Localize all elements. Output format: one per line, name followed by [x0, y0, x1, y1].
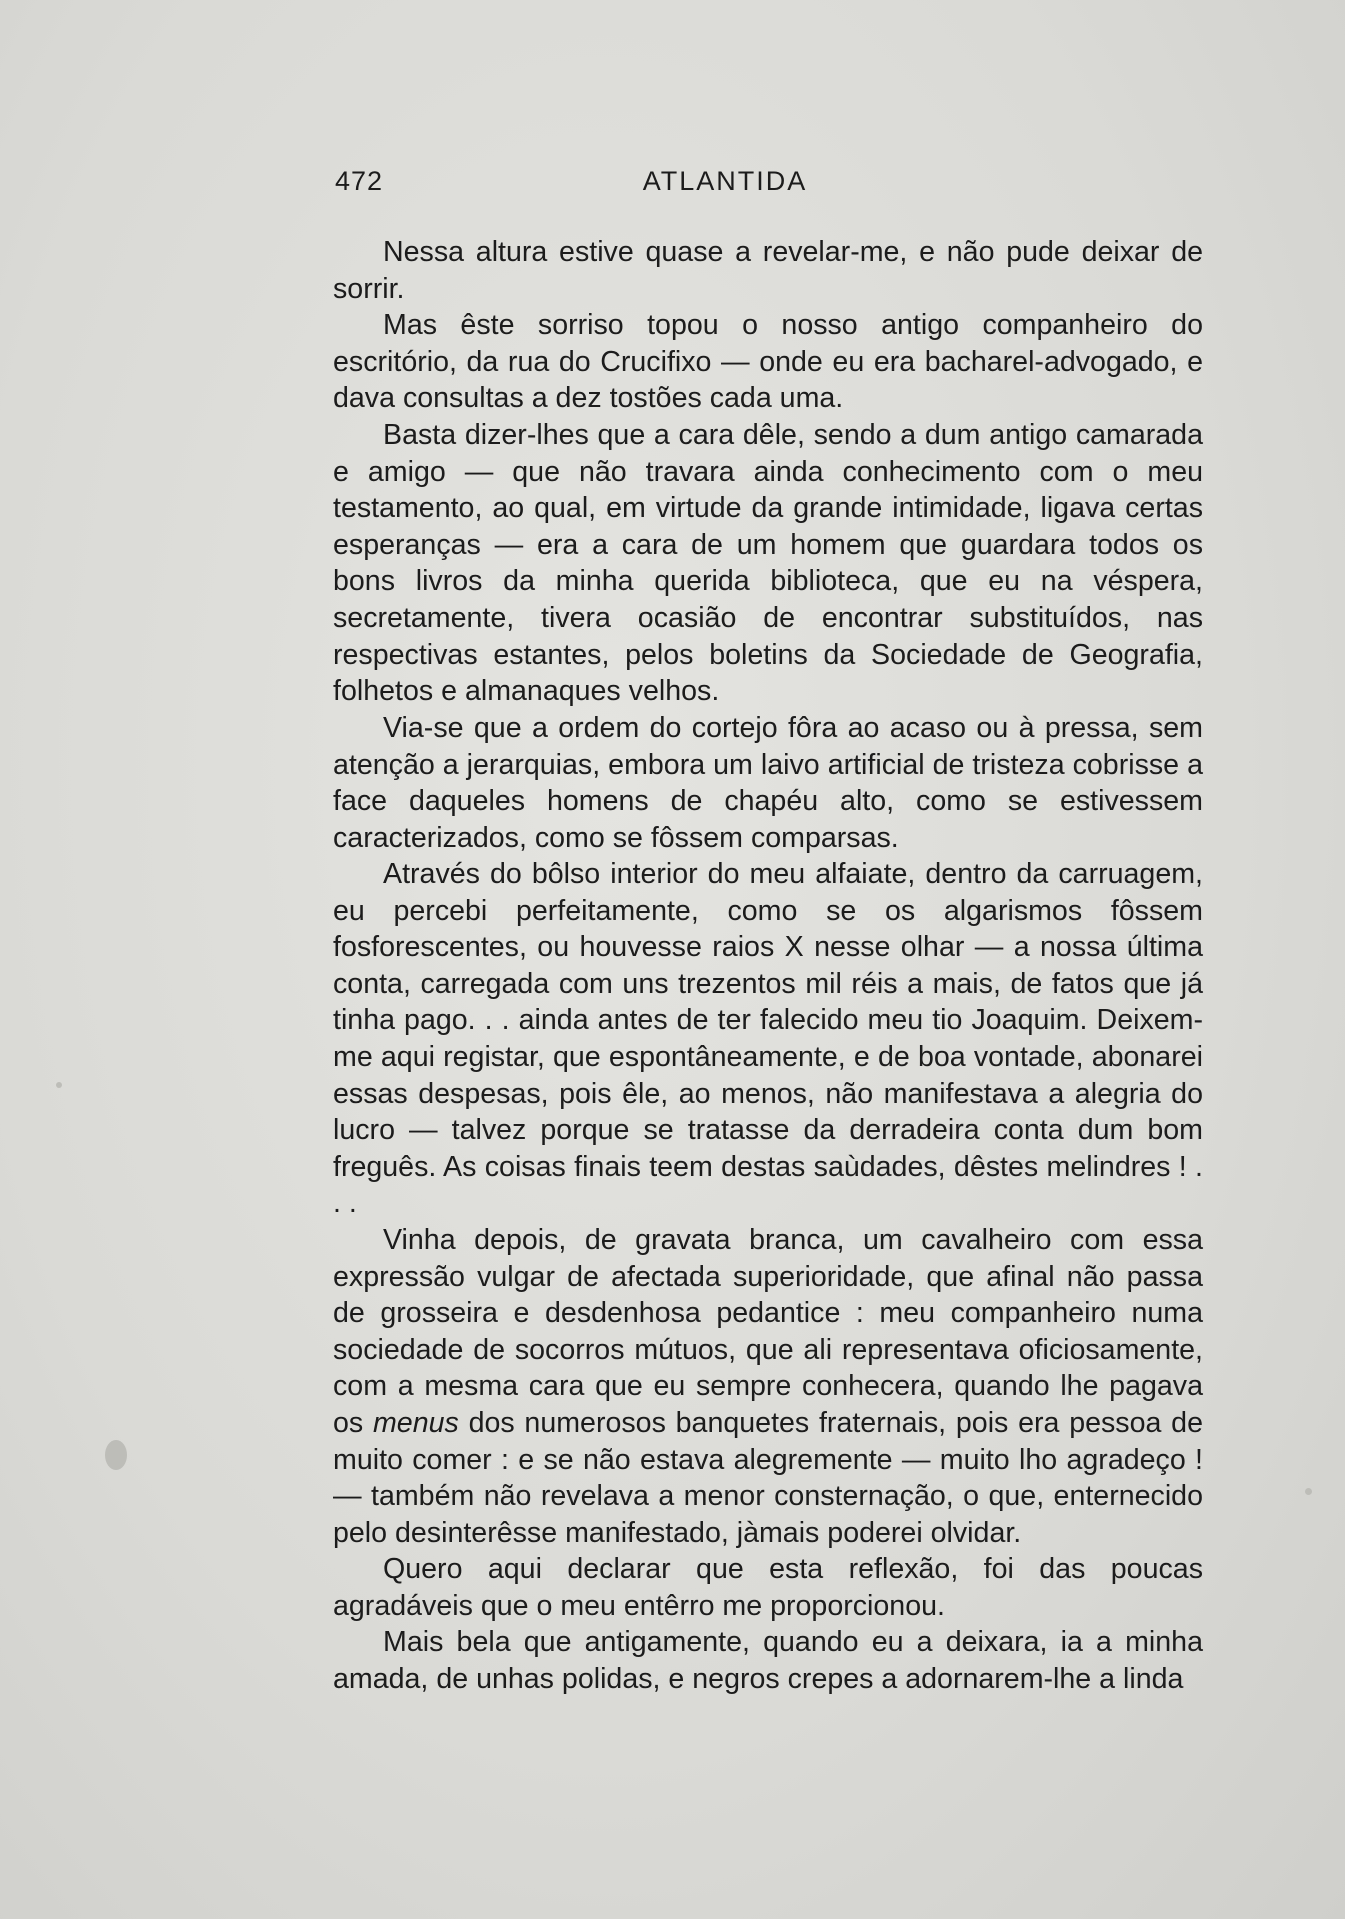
paragraph-6-after: dos numerosos banquetes fraternais, pois era pessoa de muito comer : e se não estava alegremente — muito lho agradeço ! — também não revelava a menor consternação, o que, enternecido pelo desinterêsse manifestado, jàmais poderei olvidar.	[333, 1406, 1203, 1549]
paragraph-1: Nessa altura estive quase a revelar-me, e não pude deixar de sorrir.	[333, 236, 1203, 305]
body-text	[333, 234, 1203, 1697]
paragraph-6-italic: menus	[372, 1406, 459, 1439]
paragraph-6-before: Vinha depois, de gravata branca, um cavalheiro com essa expressão vulgar de afectada superioridade, que afinal não passa de grosseira e desdenhosa pedantice : meu companheiro numa sociedade de socorros mútuos, que ali representava oficiosamente, com a mesma cara que eu sempre conhecera, quando lhe pagava os	[333, 1224, 1203, 1439]
running-title: ATLANTIDA	[642, 166, 808, 196]
paper-speck	[105, 1440, 127, 1470]
paragraph-4: Via-se que a ordem do cortejo fôra ao acaso ou à pressa, sem atenção a jerarquias, embora um laivo artificial de tristeza cobrisse a face daqueles homens de chapéu alto, como se estivessem caracterizados, como se fôssem comparsas.	[333, 712, 1203, 854]
page-number: 472	[335, 166, 384, 196]
paper-speck	[56, 1082, 62, 1088]
paragraph-3: Basta dizer-lhes que a cara dêle, sendo a dum antigo camarada e amigo — que não travara ainda conhecimento com o meu testamento, ao qual, em virtude da grande intimidade, ligava certas esperanças — era a cara de um homem que guardara todos os bons livros da minha querida biblioteca, que eu na véspera, secretamente, tivera ocasião de encontrar substituídos, nas respectivas estantes, pelos boletins da Sociedade de Geografia, folhetos e almanaques velhos.	[333, 419, 1203, 708]
paper-speck	[1305, 1488, 1312, 1495]
paragraph-8: Mais bela que antigamente, quando eu a deixara, ia a minha amada, de unhas polidas, e negros crepes a adornarem-lhe a linda	[333, 1626, 1203, 1695]
paragraph-5: Através do bôlso interior do meu alfaiate, dentro da carruagem, eu percebi perfeitamente, como se os algarismos fôssem fosforescentes, ou houvesse raios X nesse olhar — a nossa última conta, carregada com uns trezentos mil réis a mais, de fatos que já tinha pago. . . ainda antes de ter falecido meu tio Joaquim. Deixem-me aqui registar, que espontâneamente, e de boa vontade, abonarei essas despesas, pois êle, ao menos, não manifestava a alegria do lucro — talvez porque se tratasse da derradeira conta dum bom freguês. As coisas finais teem destas saùdades, dêstes melindres ! . . .	[333, 858, 1203, 1220]
paragraph-7: Quero aqui declarar que esta reflexão, foi das poucas agradáveis que o meu entêrro me proporcionou.	[333, 1553, 1203, 1622]
paragraph-2: Mas êste sorriso topou o nosso antigo companheiro do escritório, da rua do Crucifixo — onde eu era bacharel-advogado, e dava consultas a dez tostões cada uma.	[333, 309, 1203, 415]
page-header	[335, 166, 1205, 206]
paragraph-6	[333, 1222, 1203, 1551]
